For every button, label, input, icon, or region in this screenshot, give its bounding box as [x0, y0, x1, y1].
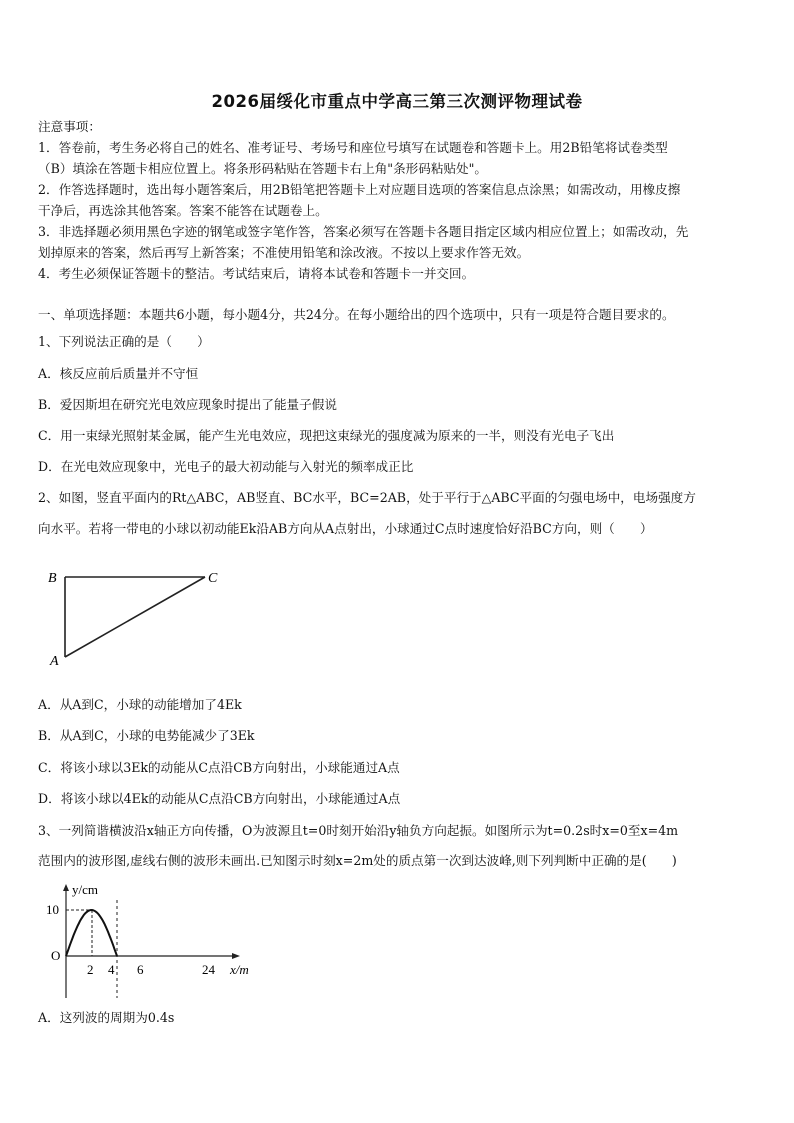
notes-heading: 注意事项： [38, 119, 101, 134]
notes-line-2b: 干净后，再选涂其他答案。答案不能答在试题卷上。 [38, 203, 328, 218]
y-axis-label: y/cm [72, 882, 98, 897]
q3-stem-line2: 范围内的波形图,虚线右侧的波形未画出.已知图示时刻x=2m处的质点第一次到达波峰,则下列判断中正确的是( ) [38, 853, 677, 868]
x-axis-arrow [232, 953, 240, 959]
label-c: C [208, 571, 218, 586]
section-heading: 一、单项选择题：本题共6小题，每小题4分，共24分。在每小题给出的四个选项中，只有一项是符合题目要求的。 [38, 307, 675, 322]
q2-stem-line1: 2、如图，竖直平面内的Rt△ABC，AB竖直、BC水平，BC=2AB，处于平行于△ABC平面的匀强电场中，电场强度方 [38, 490, 696, 505]
q1-option-c: C．用一束绿光照射某金属，能产生光电效应，现把这束绿光的强度减为原来的一半，则没有光电子飞出 [38, 428, 615, 443]
x-tick-2: 2 [87, 962, 94, 977]
side-ac [65, 577, 205, 657]
label-b: B [48, 571, 57, 586]
q2-option-a: A．从A到C，小球的动能增加了4Ek [38, 697, 242, 712]
label-a: A [50, 654, 59, 669]
q2-triangle-figure [40, 555, 235, 685]
q2-option-b: B．从A到C，小球的电势能减少了3Ek [38, 728, 255, 743]
notes-line-3a: 3．非选择题必须用黑色字迹的钢笔或签字笔作答，答案必须写在答题卡各题目指定区域内相应位置上；如需改动，先 [38, 224, 689, 239]
exam-title: 2026届绥化市重点中学高三第三次测评物理试卷 [211, 92, 583, 111]
x-tick-24: 24 [202, 962, 215, 977]
x-tick-4: 4 [108, 962, 115, 977]
x-axis-label: x/m [230, 962, 249, 977]
q2-option-d: D．将该小球以4Ek的动能从C点沿CB方向射出，小球能通过A点 [38, 791, 401, 806]
notes-line-4: 4．考生必须保证答题卡的整洁。考试结束后，请将本试卷和答题卡一并交回。 [38, 266, 475, 281]
q3-wave-figure [40, 878, 265, 1003]
q2-stem-line2: 向水平。若将一带电的小球以初动能Ek沿AB方向从A点射出，小球通过C点时速度恰好沿BC方向，则（ ） [38, 521, 653, 536]
notes-line-3b: 划掉原来的答案，然后再写上新答案；不准使用铅笔和涂改液。不按以上要求作答无效。 [38, 245, 530, 260]
q3-option-a: A．这列波的周期为0.4s [38, 1010, 175, 1025]
y-tick-10: 10 [46, 902, 59, 917]
origin-label: O [51, 948, 61, 963]
x-tick-6: 6 [137, 962, 144, 977]
y-axis-arrow [63, 884, 69, 891]
q2-option-c: C．将该小球以3Ek的动能从C点沿CB方向射出，小球能通过A点 [38, 760, 400, 775]
notes-line-2a: 2．作答选择题时，选出每小题答案后，用2B铅笔把答题卡上对应题目选项的答案信息点涂黑；如需改动，用橡皮擦 [38, 182, 681, 197]
q1-option-b: B．爱因斯坦在研究光电效应现象时提出了能量子假说 [38, 397, 337, 412]
q1-stem: 1、下列说法正确的是（ ） [38, 334, 210, 349]
notes-line-1b: （B）填涂在答题卡相应位置上。将条形码粘贴在答题卡右上角"条形码粘贴处"。 [38, 161, 488, 176]
q3-stem-line1: 3、一列简谐横波沿x轴正方向传播，O为波源且t=0时刻开始沿y轴负方向起振。如图所示为t=0.2s时x=0至x=4m [38, 823, 679, 838]
q1-option-d: D．在光电效应现象中，光电子的最大初动能与入射光的频率成正比 [38, 459, 414, 474]
notes-line-1a: 1．答卷前，考生务必将自己的姓名、准考证号、考场号和座位号填写在试题卷和答题卡上。用2B铅笔将试卷类型 [38, 140, 668, 155]
q1-option-a: A．核反应前后质量并不守恒 [38, 366, 199, 381]
